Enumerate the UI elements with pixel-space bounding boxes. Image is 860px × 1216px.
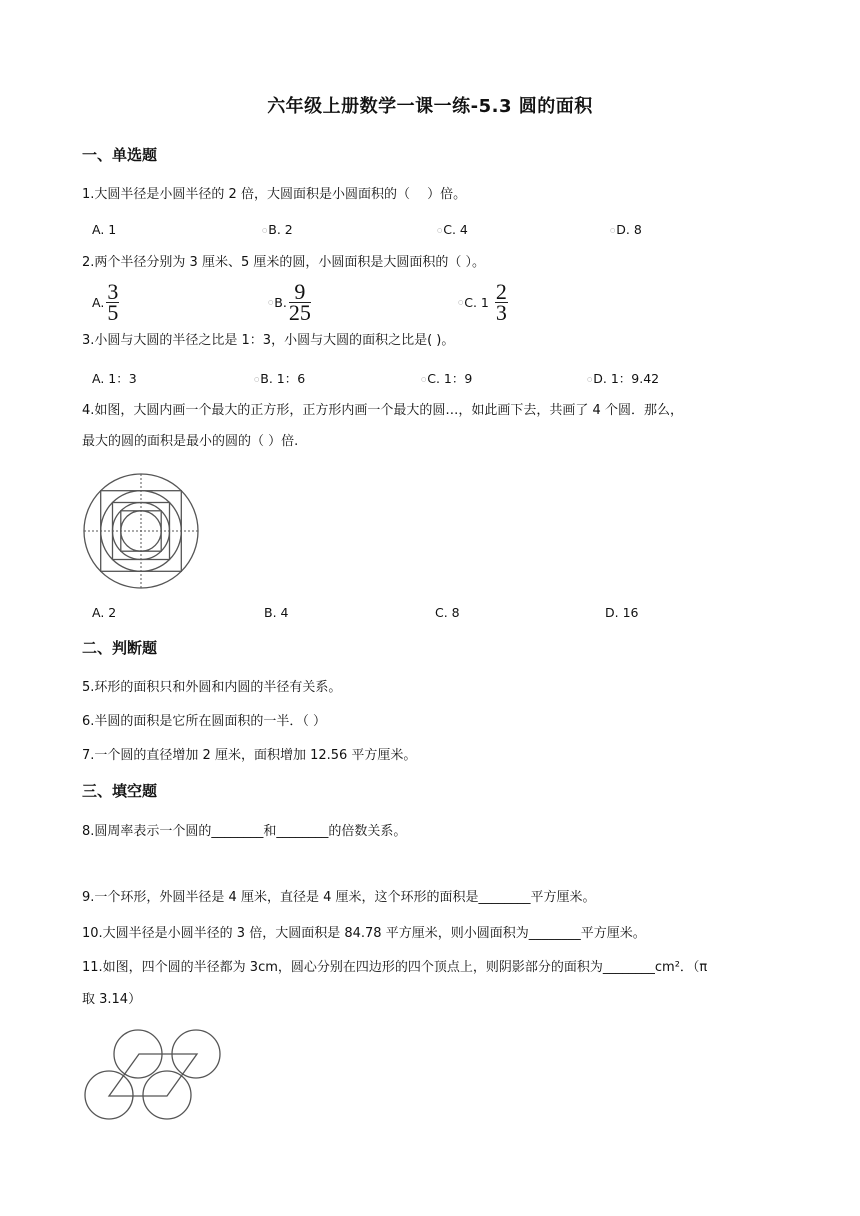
four-circles-parallelogram-figure [80, 1026, 225, 1122]
q4-option-a[interactable]: A. 2 [92, 605, 117, 620]
q1-option-b[interactable]: ○B. 2 [262, 222, 293, 237]
question-11-line-2: 取 3.14） [82, 992, 142, 1007]
section-heading-single-choice: 一、单选题 [82, 146, 158, 164]
q3-option-c[interactable]: ○C. 1：9 [421, 371, 473, 386]
question-5-text: 5.环形的面积只和外圆和内圆的半径有关系。 [82, 680, 342, 695]
q4-option-d[interactable]: D. 16 [605, 605, 639, 620]
section-heading-fill-blank: 三、填空题 [82, 782, 158, 800]
q4-option-b[interactable]: B. 4 [264, 605, 289, 620]
question-4-line-1: 4.如图，大圆内画一个最大的正方形，正方形内画一个最大的圆…，如此画下去，共画了 4 个圆．那么， [82, 403, 683, 418]
q3-option-d[interactable]: ○D. 1：9.42 [587, 371, 660, 386]
question-1-text: 1.大圆半径是小圆半径的 2 倍，大圆面积是小圆面积的（ ）倍。 [82, 187, 467, 202]
fraction-9-25: $\frac{9}{25}$ [288, 279, 311, 325]
q2-option-a[interactable]: A. $\frac{3}{5}$ [92, 279, 119, 325]
question-7-text: 7.一个圆的直径增加 2 厘米，面积增加 12.56 平方厘米。 [82, 748, 417, 763]
question-10-text: 10.大圆半径是小圆半径的 3 倍，大圆面积是 84.78 平方厘米，则小圆面积为________平方厘米。 [82, 926, 646, 941]
q3-option-a[interactable]: A. 1：3 [92, 371, 137, 386]
q1-option-c[interactable]: ○C. 4 [437, 222, 468, 237]
question-2-text: 2.两个半径分别为 3 厘米、5 厘米的圆，小圆面积是大圆面积的（ ）。 [82, 255, 485, 270]
question-6-text: 6.半圆的面积是它所在圆面积的一半．（ ） [82, 714, 327, 729]
q4-option-c[interactable]: C. 8 [435, 605, 460, 620]
question-4-line-2: 最大的圆的面积是最小的圆的（ ）倍. [82, 434, 299, 449]
question-8-text: 8.圆周率表示一个圆的________和________的倍数关系。 [82, 824, 407, 839]
fraction-2-3: $\frac{2}{3}$ [495, 279, 507, 325]
q1-option-a[interactable]: A. 1 [92, 222, 117, 237]
q3-option-b[interactable]: ○B. 1：6 [254, 371, 306, 386]
q2-option-b[interactable]: ○B. $\frac{9}{25}$ [268, 279, 311, 325]
section-heading-true-false: 二、判断题 [82, 639, 158, 657]
fraction-3-5: $\frac{3}{5}$ [107, 279, 119, 325]
q1-option-d[interactable]: ○D. 8 [610, 222, 642, 237]
page-title: 六年级上册数学一课一练-5.3 圆的面积 [267, 96, 593, 117]
question-11-line-1: 11.如图，四个圆的半径都为 3cm，圆心分别在四边形的四个顶点上，则阴影部分的面积为________cm²．（π [82, 960, 708, 975]
nested-circles-squares-figure [80, 470, 202, 592]
question-3-text: 3.小圆与大圆的半径之比是 1：3，小圆与大圆的面积之比是( )。 [82, 333, 455, 348]
q2-option-c[interactable]: ○C. 1 $\frac{2}{3}$ [458, 279, 507, 325]
question-9-text: 9.一个环形，外圆半径是 4 厘米，直径是 4 厘米，这个环形的面积是________平方厘米。 [82, 890, 596, 905]
